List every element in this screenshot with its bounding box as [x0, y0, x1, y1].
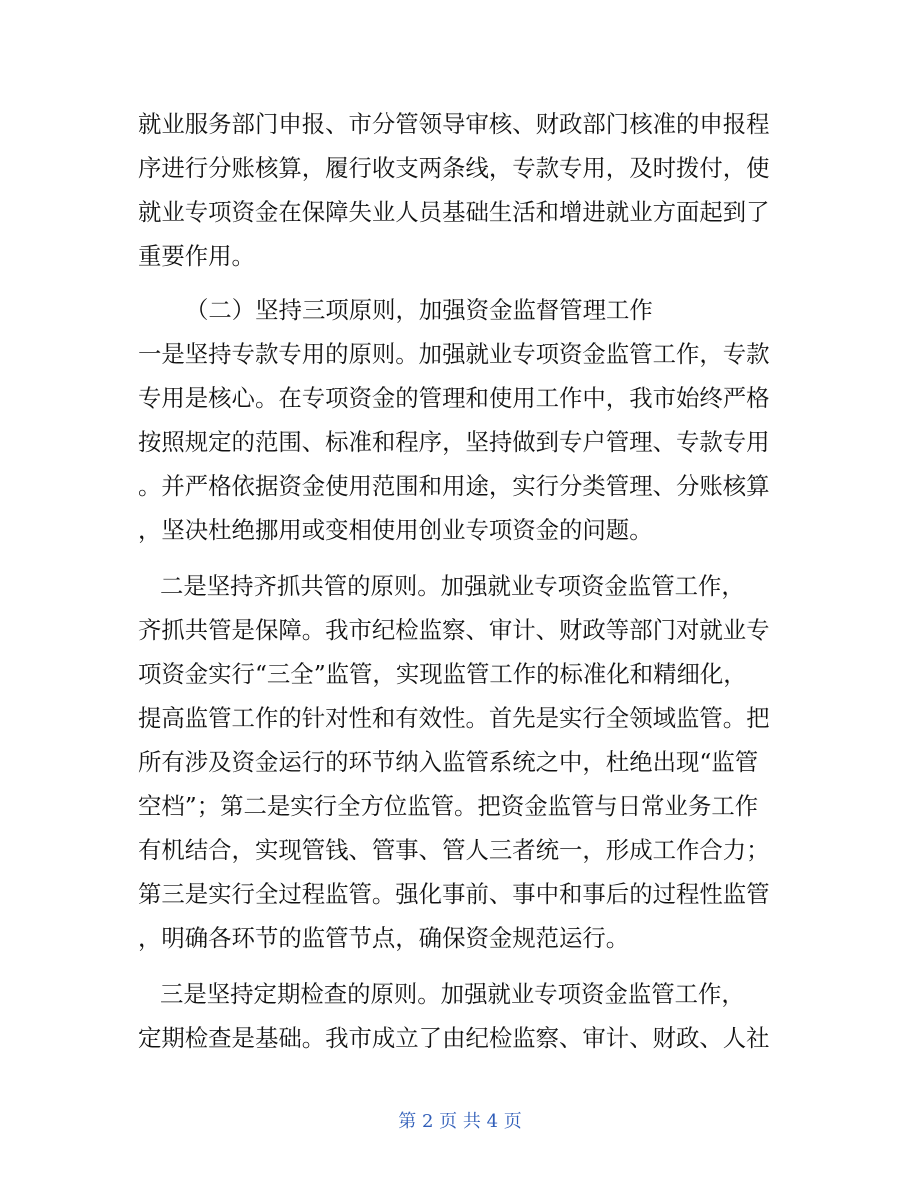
text-line-1: 就业服务部门申报、市分管领导审核、财政部门核准的申报程: [138, 110, 770, 138]
text-line-18: 第三是实行全过程监管。强化事前、事中和事后的过程性监管: [138, 880, 770, 908]
text-line-16: 空档”；第二是实行全方位监管。把资金监管与日常业务工作: [138, 792, 759, 820]
text-line-20: 三是坚持定期检查的原则。加强就业专项资金监管工作，: [160, 980, 745, 1008]
text-line-11: 二是坚持齐抓共管的原则。加强就业专项资金监管工作，: [160, 572, 745, 600]
text-line-7: 专用是核心。在专项资金的管理和使用工作中，我市始终严格: [138, 384, 770, 412]
text-line-4: 重要作用。: [138, 242, 255, 270]
text-line-8: 按照规定的范围、标准和程序，坚持做到专户管理、专款专用: [138, 428, 770, 456]
text-line-12: 齐抓共管是保障。我市纪检监察、审计、财政等部门对就业专: [138, 616, 770, 644]
text-line-6: 一是坚持专款专用的原则。加强就业专项资金监管工作，专款: [138, 340, 770, 368]
text-line-17: 有机结合，实现管钱、管事、管人三者统一，形成工作合力；: [138, 836, 770, 864]
page-number-footer: 第 2 页 共 4 页: [398, 1111, 522, 1132]
text-line-13: 项资金实行“三全”监管，实现监管工作的标准化和精细化，: [138, 660, 747, 688]
text-line-9: 。并严格依据资金使用范围和用途，实行分类管理、分账核算: [138, 472, 770, 500]
text-line-3: 就业专项资金在保障失业人员基础生活和增进就业方面起到了: [138, 198, 770, 226]
text-line-14: 提高监管工作的针对性和有效性。首先是实行全领域监管。把: [138, 704, 770, 732]
section-heading: （二）坚持三项原则，加强资金监督管理工作: [185, 296, 653, 324]
text-line-10: ，坚决杜绝挪用或变相使用创业专项资金的问题。: [138, 516, 653, 544]
text-line-15: 所有涉及资金运行的环节纳入监管系统之中，杜绝出现“监管: [138, 748, 759, 776]
text-line-19: ，明确各环节的监管节点，确保资金规范运行。: [138, 924, 630, 952]
text-line-2: 序进行分账核算，履行收支两条线，专款专用，及时拨付，使: [138, 154, 770, 182]
text-line-21: 定期检查是基础。我市成立了由纪检监察、审计、财政、人社: [138, 1024, 770, 1052]
